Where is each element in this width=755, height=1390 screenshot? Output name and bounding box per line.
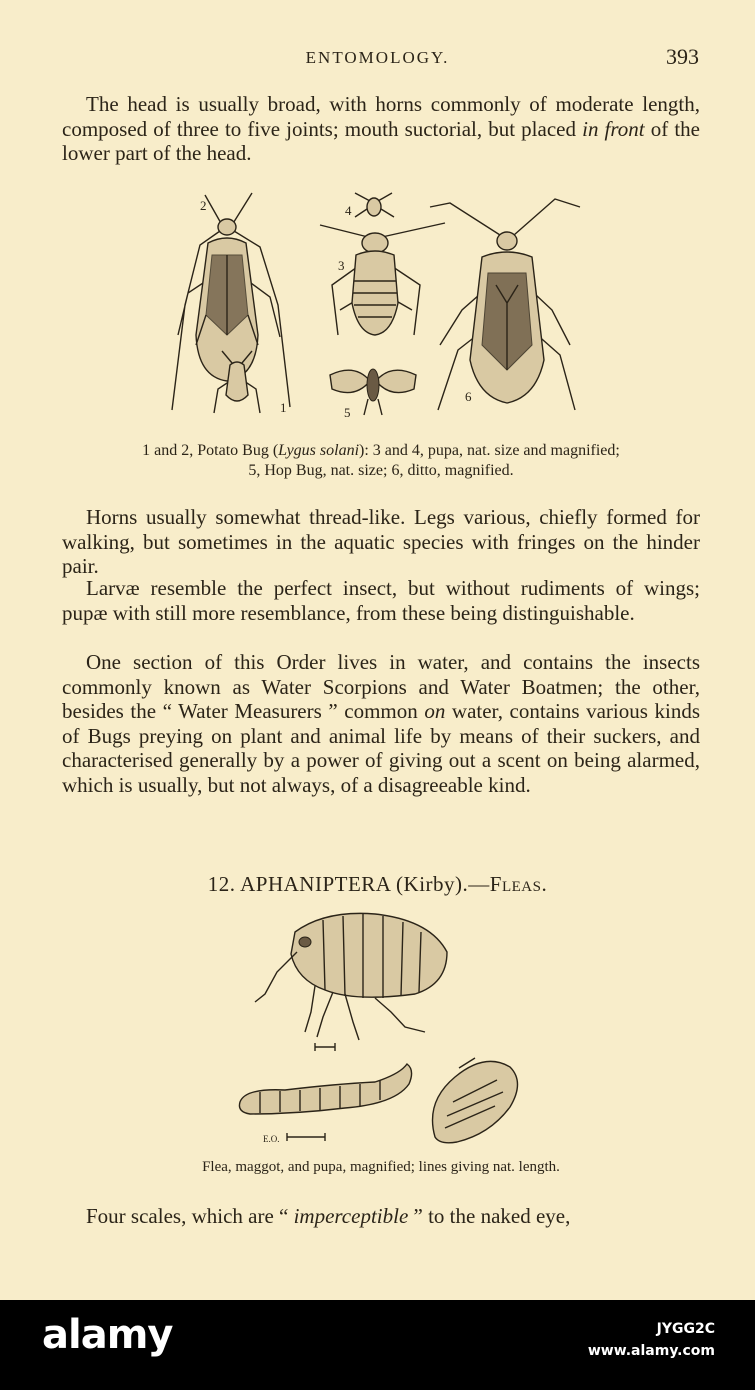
brand-logo: alamy: [42, 1312, 173, 1358]
text-run: water, contains various kinds of Bugs preying on plant and animal life by means of their suckers, and characterised generally by a power of giving out a scent on being alarmed, which is usually, but not always, of a disagreeable kind.: [62, 699, 700, 797]
species-name: Lygus solani: [278, 442, 360, 459]
figure2-caption: Flea, maggot, and pupa, magnified; lines giving nat. length.: [202, 1159, 560, 1175]
emphasis: on: [424, 699, 446, 723]
potato-bug-illustration: [160, 185, 600, 430]
section-name: Fleas.: [489, 872, 548, 896]
running-head: [0, 44, 755, 74]
caption-line-1: [62, 441, 700, 461]
caption-line-2: 5, Hop Bug, nat. size; 6, ditto, magnified.: [248, 462, 514, 479]
flea-scale-line: [315, 1043, 335, 1051]
paragraph-water-bugs: [62, 650, 700, 797]
running-title: ENTOMOLOGY.: [305, 48, 450, 67]
figure-label-2: 2: [200, 198, 207, 213]
section-prefix: 12. APHANIPTERA (Kirby).—: [207, 872, 490, 896]
paragraph-flea-scales: [62, 1204, 700, 1229]
figure-label-3: 3: [338, 258, 345, 273]
text-run: One section of this Order lives in water, and contains the insects commonly known as Water Scorpions and Water Boatmen; the other, besides the “ Water Measurers ” common: [62, 650, 700, 723]
hop-bug-figure-5: [330, 369, 416, 415]
maggot-scale-line: [287, 1133, 325, 1141]
emphasis: in front: [582, 116, 645, 141]
figure1-caption: [62, 441, 700, 481]
pupa-figure-4: [355, 193, 394, 217]
page-number: 393: [666, 44, 699, 69]
figure-label-4: 4: [345, 203, 352, 218]
image-id-block: [588, 1318, 715, 1362]
flea-figure: [255, 913, 447, 1040]
pupa-figure: [433, 1058, 518, 1143]
hop-bug-figure-6: [430, 199, 580, 410]
figure-label-6: 6: [465, 389, 472, 404]
text-run: ): 3 and 4, pupa, nat. size and magnified;: [359, 442, 620, 459]
paragraph-larvae: Larvæ resemble the perfect insect, but without rudiments of wings; pupæ with still more resemblance, from these being distinguishable.: [62, 576, 700, 625]
section-heading: [0, 872, 755, 897]
paragraph-horns: Horns usually somewhat thread-like. Legs various, chiefly formed for walking, but sometimes in the aquatic species with fringes on the hinder pair.: [62, 505, 700, 578]
flea-illustration: [225, 902, 545, 1157]
emphasis: imperceptible: [293, 1204, 409, 1228]
engraver-signature: E.O.: [263, 1134, 280, 1144]
text-run: Four scales, which are “: [86, 1204, 294, 1228]
text-run: of the lower part of the head.: [62, 116, 700, 165]
paragraph-head-description: [62, 92, 700, 166]
figure-label-5: 5: [344, 405, 351, 420]
site-url: www.alamy.com: [587, 1343, 715, 1359]
maggot-figure: [239, 1064, 411, 1114]
image-id: JYGG2C: [656, 1321, 715, 1337]
figure-label-1: 1: [280, 400, 287, 415]
pupa-figure-3: [320, 223, 445, 335]
text-run: 1 and 2, Potato Bug (: [142, 442, 279, 459]
text-run: The head is usually broad, with horns commonly of moderate length, composed of three to five joints; mouth suctorial, but placed: [62, 92, 700, 141]
text-run: ” to the naked eye,: [408, 1204, 571, 1228]
